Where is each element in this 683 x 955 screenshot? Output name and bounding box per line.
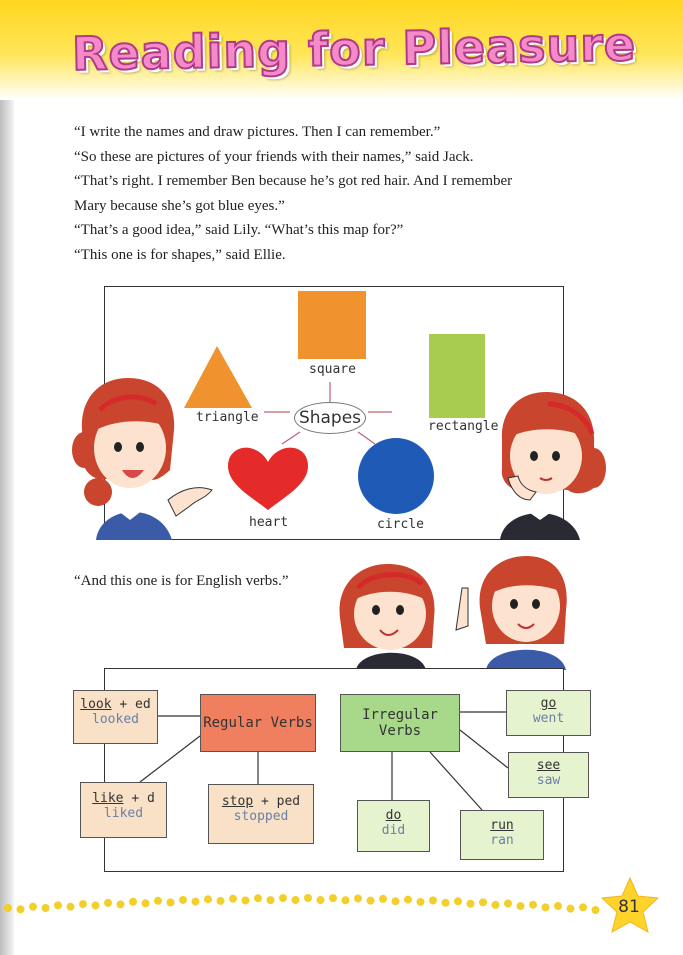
verb-past: looked <box>92 712 139 727</box>
story-line: Mary because she’s got blue eyes.” <box>74 197 285 214</box>
page-number: 81 <box>618 897 640 917</box>
verb-do-box <box>357 800 430 852</box>
page-number-badge <box>600 876 664 940</box>
decoration-dot <box>317 896 325 904</box>
story-line: “That’s a good idea,” said Lily. “What’s this map for?” <box>74 222 404 238</box>
decoration-dot <box>492 901 500 909</box>
verb-past: did <box>381 823 406 838</box>
connector-line <box>460 730 508 768</box>
verb-base: see <box>536 758 561 773</box>
decoration-dot <box>517 902 525 910</box>
rectangle-label: rectangle <box>428 419 499 434</box>
verb-base: do <box>385 808 402 823</box>
story-line: “I write the names and draw pictures. Then I can remember.” <box>74 124 441 140</box>
decoration-dot <box>567 905 575 913</box>
decoration-dot <box>592 906 600 914</box>
decoration-dot <box>229 895 237 903</box>
decoration-dot <box>42 904 50 912</box>
decoration-dot <box>292 896 300 904</box>
decoration-dot <box>342 896 350 904</box>
story-line: “This one is for shapes,” said Ellie. <box>74 246 286 263</box>
decoration-dot <box>479 898 487 906</box>
verb-stop-box <box>208 784 314 844</box>
decoration-dot <box>379 895 387 903</box>
decoration-dot <box>554 902 562 910</box>
regular-verbs-box: Regular Verbs <box>200 694 316 752</box>
connector-line <box>430 752 482 810</box>
decoration-dot <box>417 898 425 906</box>
decoration-dot <box>192 898 200 906</box>
story-line: “So these are pictures of your friends with their names,” said Jack. <box>74 148 474 165</box>
decoration-dot <box>354 894 362 902</box>
decoration-dot <box>67 903 75 911</box>
page-title: Reading for Pleasure <box>71 17 637 81</box>
bottom-dots-decoration <box>0 884 683 924</box>
verb-past: ran <box>490 833 514 848</box>
irregular-verbs-box: Irregular Verbs <box>340 694 460 752</box>
verb-see-box <box>508 752 589 798</box>
decoration-dot <box>142 899 150 907</box>
decoration-dot <box>454 897 462 905</box>
decoration-dot <box>279 894 287 902</box>
decoration-dot <box>29 903 37 911</box>
decoration-dot <box>117 900 125 908</box>
decoration-dot <box>217 897 225 905</box>
verb-base: run <box>490 818 514 833</box>
verb-look-box <box>73 690 158 744</box>
decoration-dot <box>267 896 275 904</box>
decoration-dot <box>4 904 12 912</box>
shapes-center-bubble: Shapes <box>294 402 366 434</box>
decoration-dot <box>542 903 550 911</box>
decoration-dot <box>392 897 400 905</box>
decoration-dot <box>304 894 312 902</box>
decoration-dot <box>54 901 62 909</box>
decoration-dot <box>467 900 475 908</box>
decoration-dot <box>504 899 512 907</box>
verb-run-box <box>460 810 544 860</box>
verb-base: like <box>92 791 124 806</box>
story-line: “That’s right. I remember Ben because he’s got red hair. And I remember <box>74 173 513 189</box>
triangle-label: triangle <box>196 410 259 425</box>
decoration-dot <box>242 896 250 904</box>
decoration-dot <box>154 897 162 905</box>
verb-past: went <box>532 711 565 726</box>
verbs-caption: “And this one is for English verbs.” <box>74 573 289 589</box>
verb-past: liked <box>103 806 144 821</box>
verb-past: saw <box>536 773 561 788</box>
verb-base: go <box>540 696 557 711</box>
decoration-dot <box>579 903 587 911</box>
verb-go-box <box>506 690 591 736</box>
decoration-dot <box>367 897 375 905</box>
decoration-dot <box>429 896 437 904</box>
decoration-dot <box>104 899 112 907</box>
verb-base: stop <box>221 794 254 809</box>
heart-label: heart <box>249 515 289 530</box>
decoration-dot <box>404 896 412 904</box>
square-label: square <box>309 362 356 377</box>
decoration-dot <box>167 898 175 906</box>
verb-base: look <box>80 697 112 712</box>
verb-rule: + ed <box>111 697 151 712</box>
decoration-dot <box>17 905 25 913</box>
decoration-dot <box>129 898 137 906</box>
decoration-dot <box>442 899 450 907</box>
circle-label: circle <box>377 517 424 532</box>
verb-rule: + d <box>123 791 155 806</box>
verb-past: stopped <box>233 809 289 824</box>
verb-like-box <box>80 782 167 838</box>
decoration-dot <box>329 894 337 902</box>
decoration-dot <box>92 901 100 909</box>
decoration-dot <box>179 896 187 904</box>
verb-rule: + ped <box>253 794 301 809</box>
decoration-dot <box>204 895 212 903</box>
decoration-dot <box>529 901 537 909</box>
decoration-dot <box>79 900 87 908</box>
decoration-dot <box>254 894 262 902</box>
